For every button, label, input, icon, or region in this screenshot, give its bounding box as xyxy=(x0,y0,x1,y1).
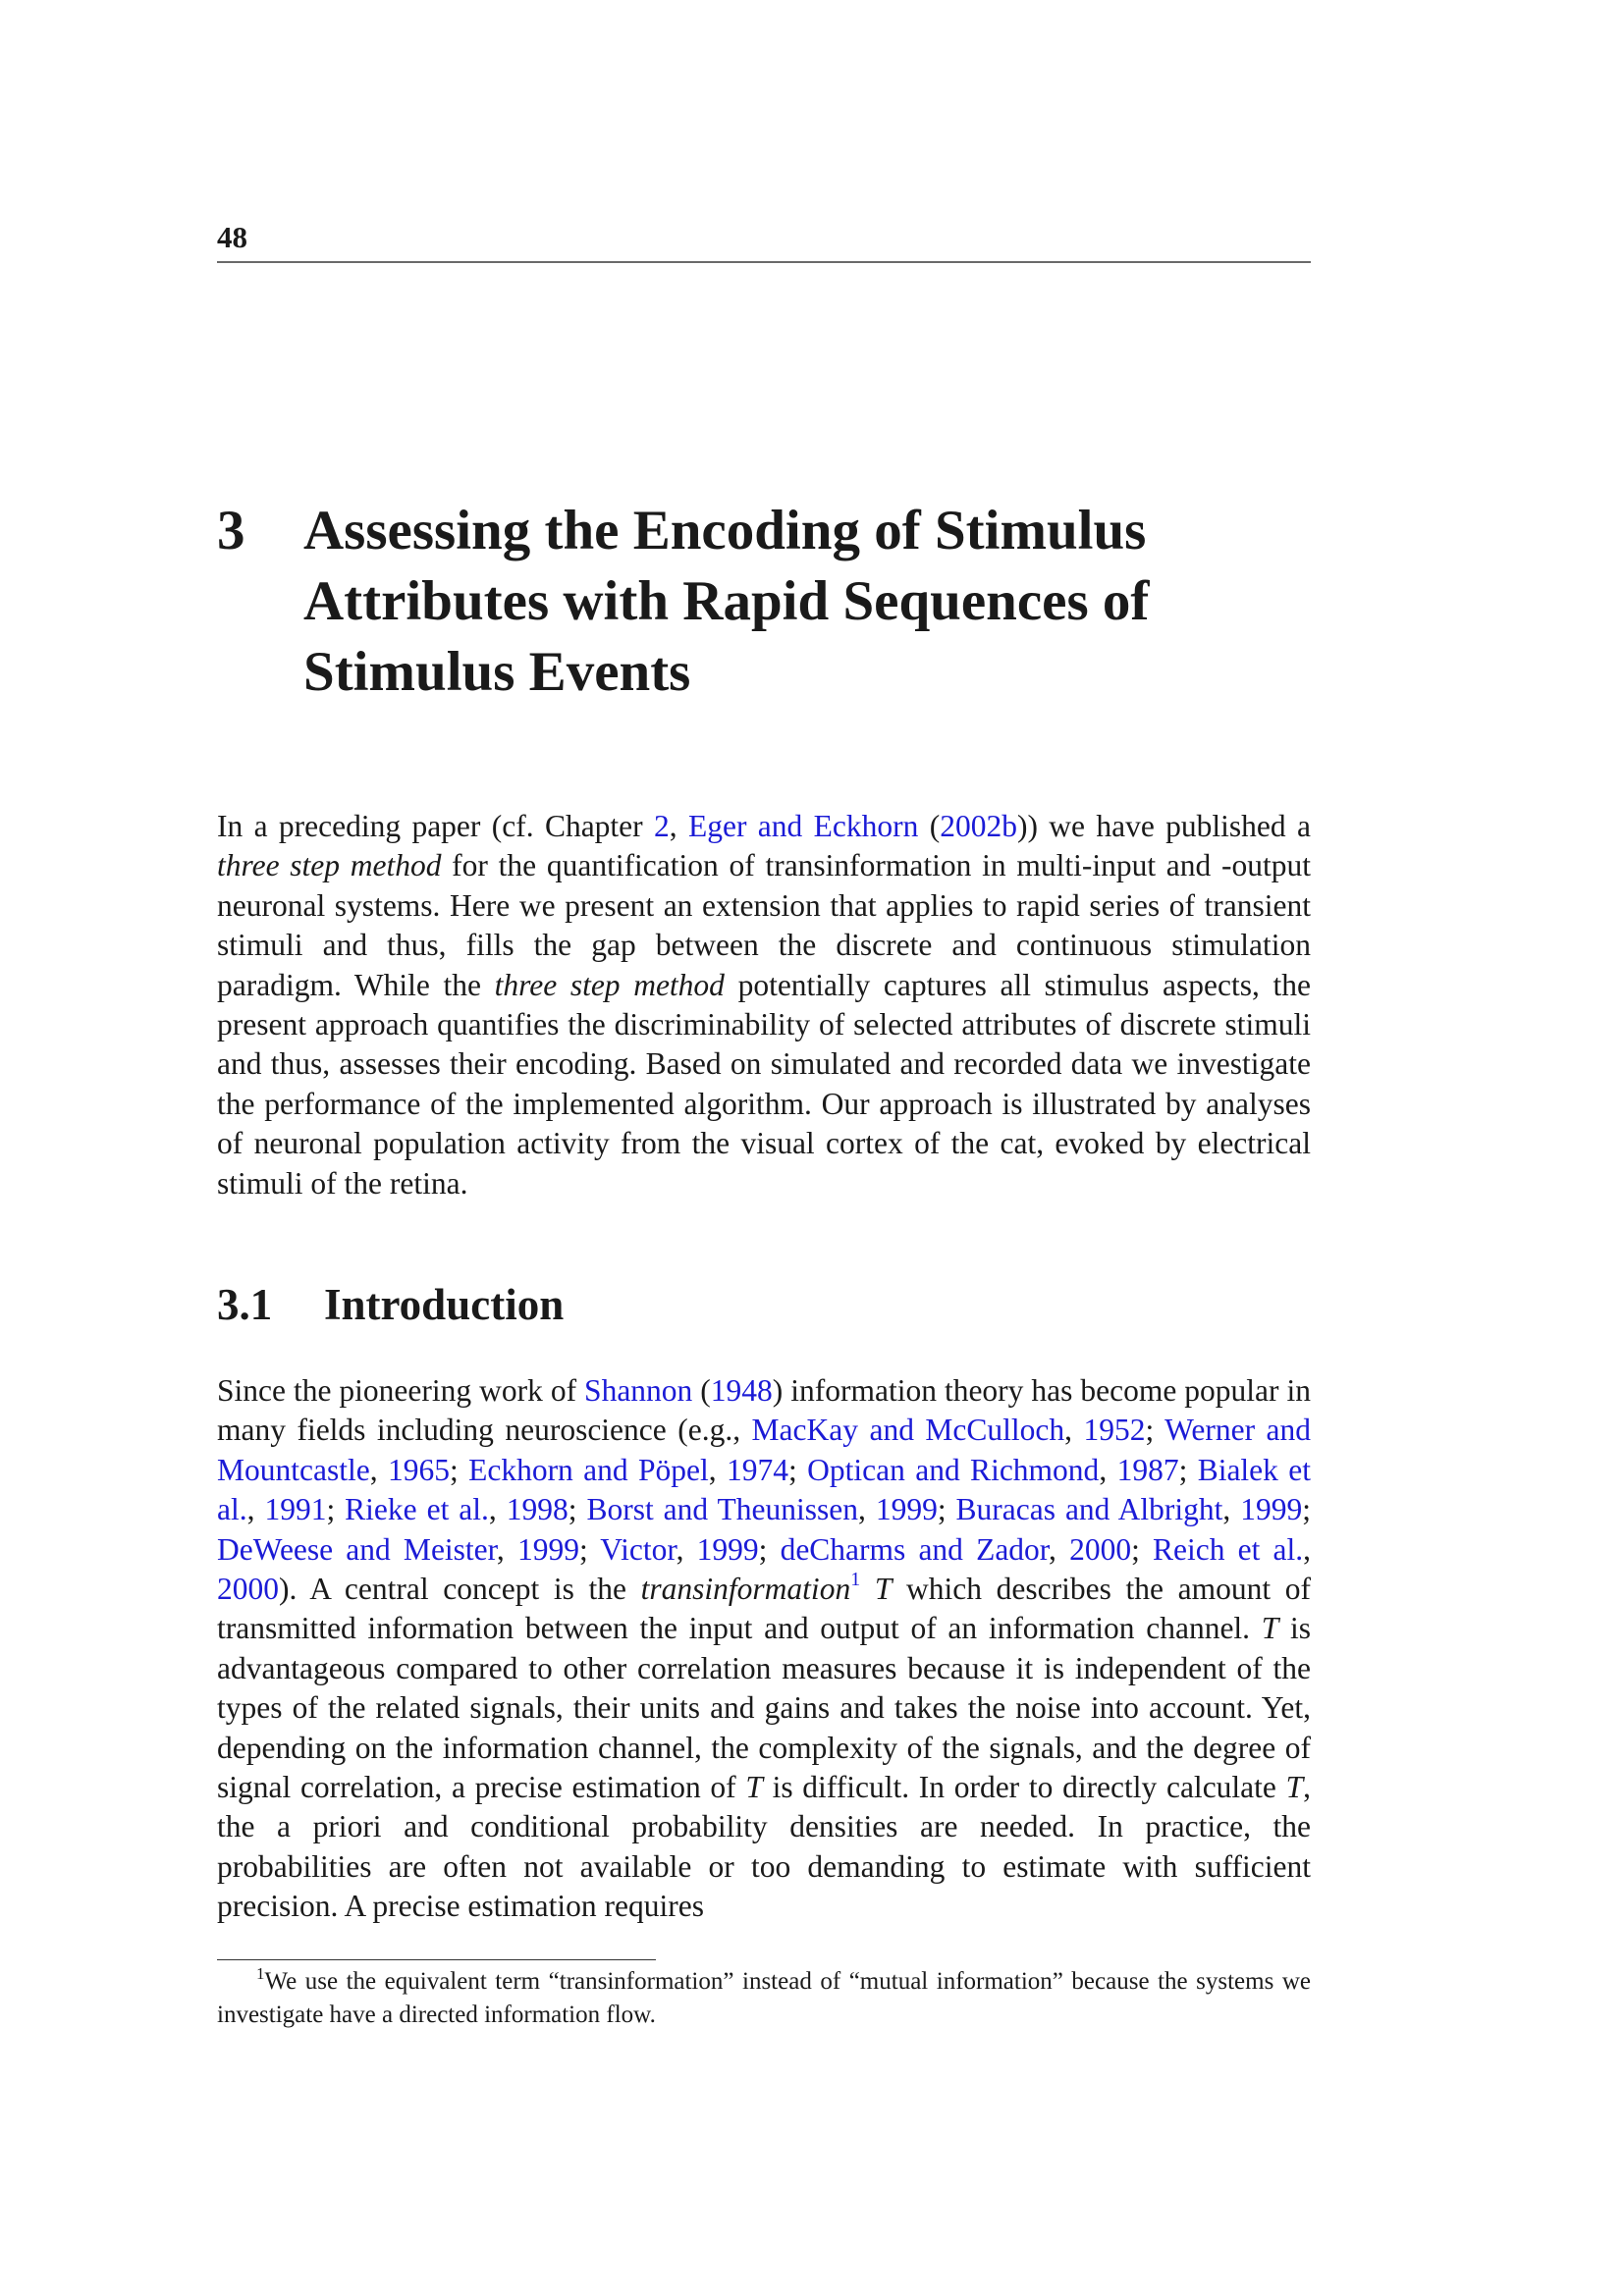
math-symbol: T xyxy=(745,1770,763,1805)
citation-year-link[interactable]: 2000 xyxy=(1069,1531,1132,1567)
citation-year-link[interactable]: 2000 xyxy=(217,1572,279,1607)
citation-year-link[interactable]: 1987 xyxy=(1116,1452,1179,1487)
citation-link[interactable]: Eger and Eckhorn xyxy=(688,809,919,843)
citation-link[interactable]: DeWeese and Meister xyxy=(217,1531,497,1567)
citation-link[interactable]: Reich et al. xyxy=(1152,1531,1304,1567)
citation-link[interactable]: Werner and Mountcastle xyxy=(217,1413,1312,1487)
footnote-mark: 1 xyxy=(256,1964,265,1983)
emphasis: three step method xyxy=(494,967,725,1002)
section-number: 3.1 xyxy=(217,1280,273,1329)
citation-year-link[interactable]: 1974 xyxy=(727,1452,789,1487)
citation-year-link[interactable]: 1948 xyxy=(710,1373,773,1408)
footnote-text: We use the equivalent term “transinformation” instead of “mutual information” because the systems we investigate have a directed information flow. xyxy=(217,1968,1311,2028)
citation-year-link[interactable]: 1952 xyxy=(1083,1413,1146,1448)
citation-year-link[interactable]: 1999 xyxy=(516,1531,579,1567)
citation-link[interactable]: Buracas and Albright xyxy=(955,1492,1223,1527)
footnote xyxy=(217,1965,1311,2032)
citation-link[interactable]: Rieke et al. xyxy=(345,1492,489,1527)
chapter-link[interactable]: 2 xyxy=(654,809,670,843)
abstract-paragraph: In a preceding paper (cf. Chapter 2, Eger and Eckhorn (2002b)) we have published a three step method for the quantification of transinformation in multi-input and -output neuronal systems. Here we present an extension that applies to rapid series of transient stimuli and thus, fills the gap between the discrete and continuous stimulation paradigm. While the three step method potentially captures all stimulus aspects, the present approach quantifies the discriminability of selected attributes of discrete stimuli and thus, assesses their encoding. Based on simulated and recorded data we investigate the performance of the implemented algorithm. Our approach is illustrated by analyses of neuronal population activity from the visual cortex of the cat, evoked by electrical stimuli of the retina. xyxy=(217,809,1311,1201)
math-symbol: T xyxy=(874,1572,893,1607)
page-number: 48 xyxy=(217,220,247,254)
citation-link[interactable]: deCharms and Zador xyxy=(780,1531,1050,1567)
citation-link[interactable]: Eckhorn and Pöpel xyxy=(468,1452,709,1487)
citation-year-link[interactable]: 1999 xyxy=(1240,1492,1303,1527)
citation-link[interactable]: Bialek et al. xyxy=(217,1452,1312,1527)
citation-link[interactable]: Borst and Theunissen xyxy=(586,1492,858,1527)
footnote-marker-link[interactable]: 1 xyxy=(850,1569,861,1591)
chapter-number: 3 xyxy=(217,500,245,561)
emphasis: transinformation xyxy=(640,1572,851,1607)
citation-year-link[interactable]: 1998 xyxy=(506,1492,568,1527)
section-title: Introduction xyxy=(324,1280,565,1329)
citation-year-link[interactable]: 1991 xyxy=(264,1492,327,1527)
citation-link[interactable]: MacKay and McCulloch xyxy=(751,1413,1065,1448)
math-symbol: T xyxy=(1285,1770,1304,1805)
citation-year-link[interactable]: 1999 xyxy=(875,1492,938,1527)
header-rule xyxy=(217,261,1311,263)
citation-year-link[interactable]: 2002b xyxy=(940,809,1017,843)
section-heading xyxy=(217,1277,564,1332)
citation-link[interactable]: Optican and Richmond xyxy=(807,1452,1100,1487)
intro-paragraph: Since the pioneering work of Shannon (1948) information theory has become popular in many fields including neuroscience (e.g., MacKay and McCulloch, 1952; Werner and Mountcastle, 1965; Eckhorn and Pöpel, 1974; Optican and Richmond, 1987; Bialek et al., 1991; Rieke et al., 1998; Borst and Theunissen, 1999; Buracas and Albright, 1999; DeWeese and Meister, 1999; Victor, 1999; deCharms and Zador, 2000; Reich et al., 2000). A central concept is the transinformation$^1$ T which describes the amount of transmitted information between the input and output of an information channel. T is advantageous compared to other correlation measures because it is independent of the types of the related signals, their units and gains and takes the noise into account. Yet, depending on the information channel, the complexity of the signals, and the degree of signal correlation, a precise estimation of T is difficult. In order to directly calculate T, the a priori and conditional probability densities are needed. In practice, the probabilities are often not available or too demanding to estimate with sufficient precision. A precise estimation requires xyxy=(217,1373,1312,1924)
citation-link[interactable]: Victor xyxy=(600,1531,677,1567)
math-symbol: T xyxy=(1261,1611,1279,1646)
citation-year-link[interactable]: 1965 xyxy=(387,1452,450,1487)
chapter-title: Assessing the Encoding of Stimulus Attributes with Rapid Sequences of Stimulus Events xyxy=(303,500,1150,703)
chapter-heading xyxy=(217,496,1311,708)
footnote-rule xyxy=(217,1959,656,1960)
citation-year-link[interactable]: 1999 xyxy=(696,1531,759,1567)
citation-link[interactable]: Shannon xyxy=(584,1373,693,1408)
emphasis: three step method xyxy=(217,848,442,883)
